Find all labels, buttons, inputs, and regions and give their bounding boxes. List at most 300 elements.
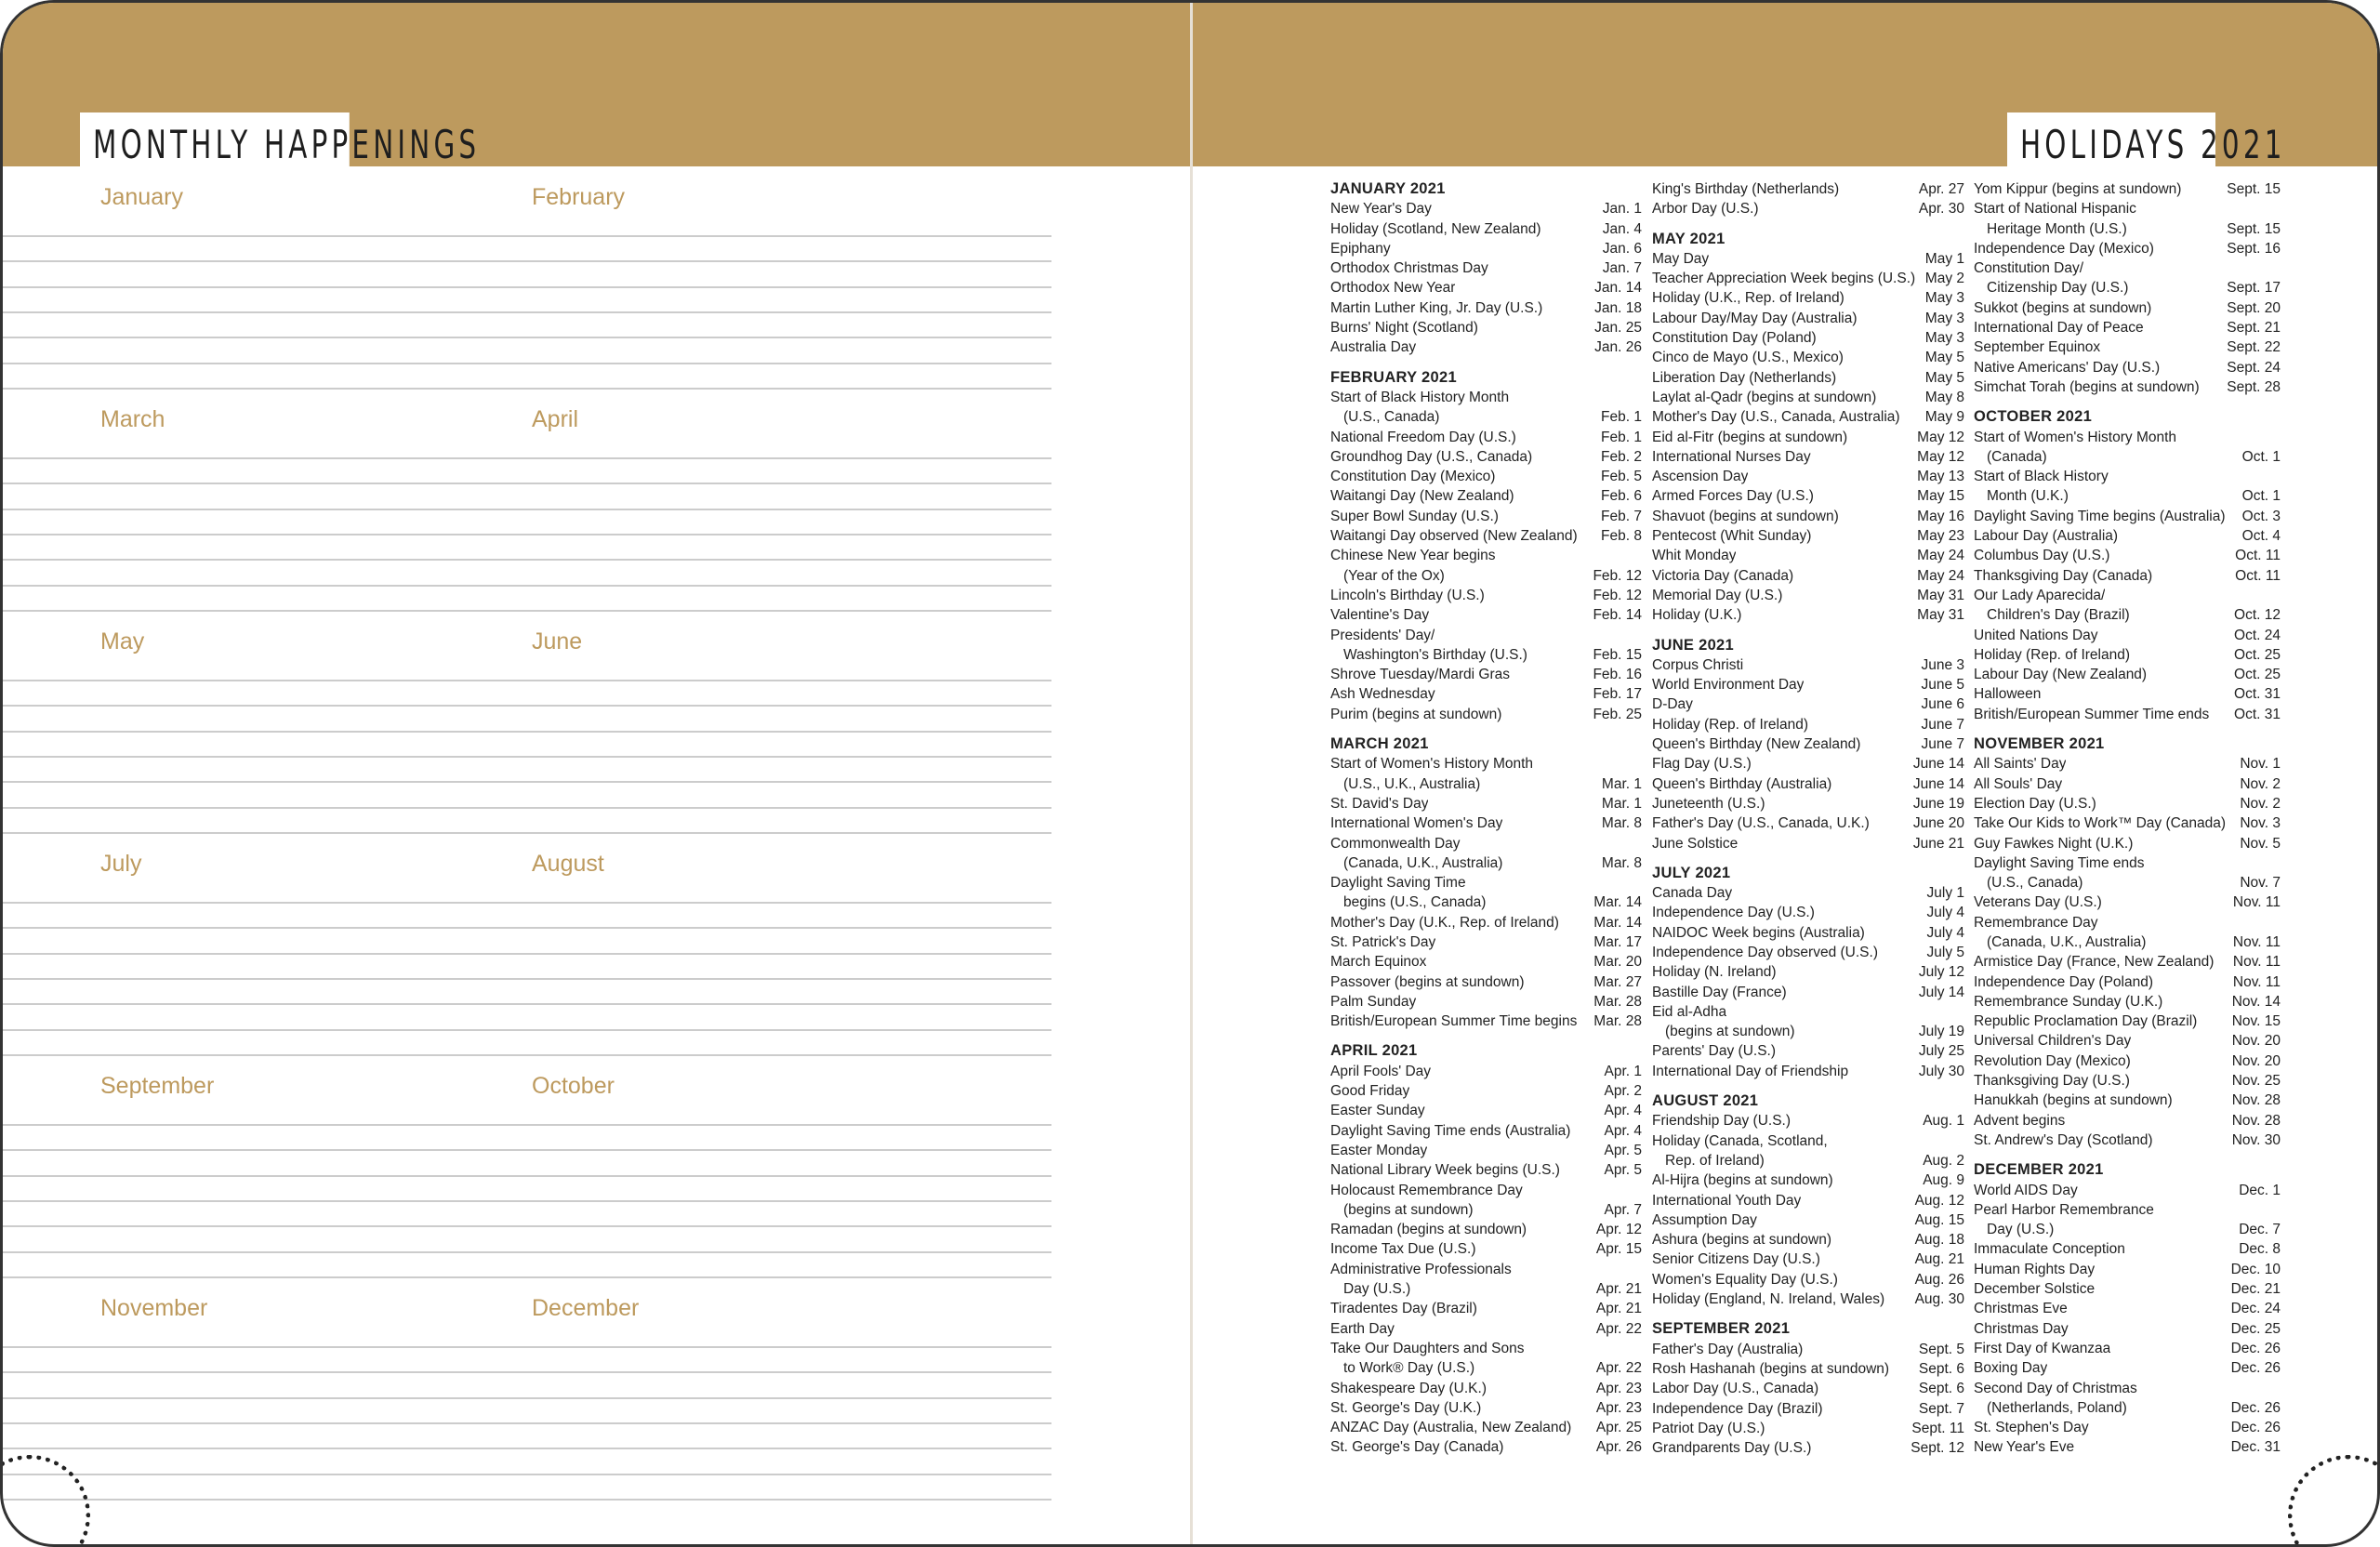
- holiday-entry: [1330, 1437, 1642, 1457]
- holiday-name: National Freedom Day (U.S.): [1330, 429, 1516, 445]
- holiday-entry: [1974, 605, 2281, 625]
- holiday-date: [2277, 853, 2281, 873]
- holiday-date: Sept. 6: [1918, 1360, 1964, 1377]
- holiday-date: Apr. 5: [1604, 1142, 1642, 1158]
- writing-line: [3, 1200, 1051, 1202]
- holiday-name: Tiradentes Day (Brazil): [1330, 1301, 1477, 1317]
- holiday-entry: [1974, 1220, 2281, 1239]
- holiday-date: Oct. 12: [2234, 607, 2281, 624]
- holiday-entry: [1652, 1438, 1964, 1458]
- holiday-date: Sept. 20: [2227, 299, 2281, 316]
- month-label: January: [100, 184, 183, 210]
- holiday-name: King's Birthday (Netherlands): [1652, 181, 1840, 197]
- writing-line: [3, 1397, 1051, 1399]
- holiday-date: May 12: [1917, 448, 1964, 465]
- holiday-name: Heritage Month (U.S.): [1987, 220, 2127, 237]
- holiday-date: May 3: [1924, 310, 1964, 326]
- holiday-name: Ramadan (begins at sundown): [1330, 1222, 1527, 1238]
- holiday-date: June 7: [1921, 736, 1964, 753]
- holiday-entry: [1330, 388, 1642, 407]
- holiday-date: Sept. 12: [1911, 1440, 1964, 1457]
- holiday-entry: [1330, 1121, 1642, 1141]
- holiday-entry: [1974, 834, 2281, 853]
- holiday-date: [2277, 586, 2281, 605]
- holiday-date: Dec. 26: [2230, 1360, 2281, 1377]
- holiday-entry: [1652, 715, 1964, 734]
- holiday-date: Nov. 20: [2231, 1052, 2281, 1069]
- writing-line: [3, 953, 1051, 955]
- page-spine: [1190, 3, 1193, 1547]
- holiday-date: July 4: [1926, 924, 1964, 941]
- holiday-entry: [1974, 645, 2281, 665]
- holiday-date: Sept. 6: [1918, 1381, 1964, 1397]
- holiday-entry: [1330, 952, 1642, 972]
- holiday-entry: [1974, 774, 2281, 794]
- holiday-date: Apr. 21: [1595, 1281, 1642, 1298]
- holiday-entry: [1974, 1398, 2281, 1418]
- holiday-name: to Work® Day (U.S.): [1343, 1360, 1475, 1377]
- writing-line: [3, 610, 1051, 612]
- holiday-name: Cinco de Mayo (U.S., Mexico): [1652, 350, 1844, 366]
- holiday-date: [1638, 626, 1642, 645]
- holiday-name: (Netherlands, Poland): [1987, 1399, 2127, 1416]
- holiday-entry: [1652, 269, 1964, 288]
- holiday-entry: [1652, 903, 1964, 922]
- holiday-entry: [1974, 705, 2281, 724]
- holiday-entry: [1652, 1191, 1964, 1210]
- holiday-date: Sept. 24: [2227, 359, 2281, 376]
- holiday-entry: [1974, 1358, 2281, 1378]
- holiday-entry: [1652, 1131, 1964, 1151]
- writing-line: [3, 1029, 1051, 1031]
- holiday-entry: [1330, 972, 1642, 992]
- writing-line: [3, 260, 1051, 262]
- holiday-date: Dec. 31: [2230, 1439, 2281, 1456]
- holiday-name: Washington's Birthday (U.S.): [1343, 646, 1527, 663]
- holidays-title: HOLIDAYS 2021: [2020, 122, 2286, 167]
- holiday-date: Jan. 6: [1602, 240, 1642, 257]
- holiday-name: Queen's Birthday (Australia): [1652, 775, 1832, 792]
- writing-line: [3, 457, 1051, 459]
- holiday-name: (U.S., U.K., Australia): [1343, 775, 1481, 792]
- writing-line: [3, 927, 1051, 929]
- holiday-name: Lincoln's Birthday (U.S.): [1330, 587, 1485, 603]
- holiday-entry: [1974, 447, 2281, 467]
- holiday-date: July 14: [1918, 984, 1964, 1000]
- holiday-entry: [1652, 388, 1964, 407]
- holiday-name: (begins at sundown): [1343, 1201, 1474, 1218]
- holiday-name: International Youth Day: [1652, 1192, 1802, 1209]
- holiday-name: International Women's Day: [1330, 815, 1503, 832]
- holiday-date: Mar. 1: [1601, 775, 1642, 792]
- holiday-entry: [1330, 1012, 1642, 1031]
- holiday-name: Second Day of Christmas: [1974, 1380, 2137, 1396]
- holiday-date: Nov. 28: [2231, 1112, 2281, 1129]
- holiday-entry: [1330, 278, 1642, 298]
- month-label: February: [532, 184, 626, 210]
- holiday-name: Pentecost (Whit Sunday): [1652, 528, 1812, 545]
- holiday-entry: [1652, 486, 1964, 506]
- holiday-date: Mar. 8: [1601, 854, 1642, 871]
- holiday-entry: [1974, 486, 2281, 506]
- holiday-name: New Year's Eve: [1974, 1439, 2075, 1456]
- holiday-name: Mother's Day (U.S., Canada, Australia): [1652, 409, 1900, 426]
- holiday-entry: [1974, 1299, 2281, 1318]
- holiday-date: Apr. 5: [1604, 1162, 1642, 1179]
- holiday-name: Simchat Torah (begins at sundown): [1974, 378, 2200, 395]
- holiday-name: St. Andrew's Day (Scotland): [1974, 1131, 2153, 1148]
- holiday-date: June 19: [1912, 795, 1964, 812]
- writing-line: [3, 509, 1051, 510]
- holiday-date: Mar. 8: [1601, 815, 1642, 832]
- holiday-date: Apr. 27: [1918, 181, 1964, 197]
- holiday-date: Dec. 21: [2230, 1281, 2281, 1298]
- writing-line: [3, 705, 1051, 707]
- holiday-name: Valentine's Day: [1330, 607, 1430, 624]
- month-label: December: [532, 1295, 640, 1321]
- holiday-entry: [1652, 1270, 1964, 1289]
- holiday-name: Boxing Day: [1974, 1360, 2048, 1377]
- holiday-date: May 1: [1924, 250, 1964, 267]
- writing-line: [3, 534, 1051, 536]
- holiday-date: Mar. 14: [1593, 894, 1642, 911]
- holiday-date: Jan. 4: [1602, 220, 1642, 237]
- holiday-entry: [1974, 665, 2281, 684]
- holiday-name: Our Lady Aparecida/: [1974, 587, 2106, 603]
- month-section-heading: FEBRUARY 2021: [1330, 368, 1457, 386]
- holiday-entry: [1974, 1031, 2281, 1051]
- holiday-name: Earth Day: [1330, 1320, 1395, 1337]
- month-label: August: [532, 851, 604, 877]
- holiday-name: Armed Forces Day (U.S.): [1652, 488, 1814, 505]
- holiday-entry: [1974, 1239, 2281, 1259]
- holiday-date: May 16: [1917, 508, 1964, 524]
- holiday-entry: [1652, 754, 1964, 774]
- holiday-name: Pearl Harbor Remembrance: [1974, 1201, 2154, 1218]
- holiday-entry: [1652, 348, 1964, 367]
- holiday-date: Nov. 11: [2232, 894, 2281, 911]
- holiday-entry: [1652, 675, 1964, 694]
- holiday-entry: [1974, 298, 2281, 318]
- writing-line: [3, 1054, 1051, 1056]
- holiday-date: July 12: [1918, 964, 1964, 981]
- holiday-date: Sept. 5: [1918, 1341, 1964, 1357]
- writing-line: [3, 286, 1051, 288]
- holiday-date: Apr. 25: [1595, 1420, 1642, 1436]
- holiday-name: Labour Day (Australia): [1974, 528, 2119, 545]
- writing-line: [3, 1371, 1051, 1373]
- holiday-date: Feb. 5: [1601, 469, 1642, 485]
- holiday-date: Apr. 4: [1604, 1103, 1642, 1119]
- holiday-entry: [1652, 655, 1964, 675]
- writing-line: [3, 731, 1051, 733]
- holiday-date: Mar. 20: [1593, 954, 1642, 971]
- writing-line: [3, 1003, 1051, 1005]
- holiday-name: June Solstice: [1652, 835, 1739, 852]
- holiday-date: Nov. 7: [2240, 875, 2281, 892]
- writing-line: [3, 832, 1051, 834]
- holiday-date: Mar. 14: [1593, 914, 1642, 931]
- holiday-entry: [1330, 219, 1642, 239]
- holiday-name: Columbus Day (U.S.): [1974, 548, 2110, 564]
- holiday-name: Independence Day (U.S.): [1652, 905, 1815, 921]
- holiday-entry: [1330, 486, 1642, 506]
- holiday-entry: [1974, 1437, 2281, 1457]
- holiday-entry: [1652, 983, 1964, 1002]
- holiday-name: Remembrance Sunday (U.K.): [1974, 993, 2163, 1010]
- holiday-date: Sept. 16: [2227, 240, 2281, 257]
- month-section-heading: SEPTEMBER 2021: [1652, 1320, 1791, 1338]
- holiday-entry: [1652, 1151, 1964, 1170]
- holiday-entry: [1974, 566, 2281, 586]
- holiday-name: NAIDOC Week begins (Australia): [1652, 924, 1865, 941]
- holiday-entry: [1330, 1398, 1642, 1418]
- holiday-date: June 21: [1912, 835, 1964, 852]
- holiday-date: June 14: [1912, 756, 1964, 773]
- holiday-entry: [1652, 813, 1964, 833]
- holiday-entry: [1330, 774, 1642, 794]
- holiday-entry: [1652, 249, 1964, 269]
- holiday-name: May Day: [1652, 250, 1710, 267]
- holiday-name: Senior Citizens Day (U.S.): [1652, 1251, 1820, 1268]
- holiday-date: [2277, 1200, 2281, 1220]
- holiday-date: Apr. 4: [1604, 1122, 1642, 1139]
- holiday-entry: [1330, 1200, 1642, 1220]
- holiday-date: June 5: [1921, 677, 1964, 694]
- holiday-date: May 12: [1917, 429, 1964, 445]
- holiday-name: United Nations Day: [1974, 627, 2098, 643]
- holiday-entry: [1330, 1260, 1642, 1279]
- holiday-entry: [1652, 1230, 1964, 1250]
- holiday-entry: [1652, 1062, 1964, 1081]
- holiday-name: Palm Sunday: [1330, 993, 1417, 1010]
- holiday-name: Halloween: [1974, 686, 2042, 703]
- writing-line: [3, 311, 1051, 313]
- holiday-name: Flag Day (U.S.): [1652, 756, 1752, 773]
- holiday-name: September Equinox: [1974, 339, 2101, 356]
- holiday-name: Father's Day (U.S., Canada, U.K.): [1652, 815, 1870, 832]
- writing-line: [3, 1346, 1051, 1348]
- holiday-name: Yom Kippur (begins at sundown): [1974, 181, 2182, 197]
- holiday-date: May 13: [1917, 469, 1964, 485]
- holiday-date: Dec. 7: [2239, 1222, 2281, 1238]
- holiday-date: Dec. 10: [2230, 1261, 2281, 1277]
- holiday-name: Constitution Day/: [1974, 260, 2084, 277]
- holiday-entry: [1974, 179, 2281, 199]
- holiday-date: Jan. 18: [1594, 299, 1642, 316]
- holiday-name: Commonwealth Day: [1330, 835, 1461, 852]
- month-label: June: [532, 628, 583, 654]
- holiday-name: Administrative Professionals: [1330, 1261, 1512, 1277]
- holiday-date: Nov. 5: [2240, 835, 2281, 852]
- holiday-entry: [1652, 566, 1964, 586]
- holiday-name: Burns' Night (Scotland): [1330, 320, 1478, 337]
- holiday-name: Laylat al-Qadr (begins at sundown): [1652, 389, 1877, 405]
- holiday-name: Waitangi Day observed (New Zealand): [1330, 528, 1578, 545]
- holiday-name: Mother's Day (U.K., Rep. of Ireland): [1330, 914, 1559, 931]
- holiday-date: Oct. 1: [2241, 488, 2281, 505]
- holiday-date: July 5: [1926, 944, 1964, 960]
- holiday-name: Universal Children's Day: [1974, 1033, 2132, 1050]
- holiday-date: Apr. 23: [1595, 1399, 1642, 1416]
- month-label: April: [532, 406, 579, 432]
- holiday-name: Parents' Day (U.S.): [1652, 1043, 1777, 1060]
- holiday-name: Independence Day observed (U.S.): [1652, 944, 1878, 960]
- holiday-name: Start of National Hispanic: [1974, 201, 2136, 218]
- holiday-entry: [1974, 1051, 2281, 1071]
- holiday-name: (U.S., Canada): [1987, 875, 2083, 892]
- holiday-entry: [1652, 1379, 1964, 1398]
- holiday-date: Oct. 31: [2234, 706, 2281, 722]
- holiday-date: June 7: [1921, 716, 1964, 733]
- holiday-date: Dec. 8: [2239, 1241, 2281, 1258]
- holiday-name: April Fools' Day: [1330, 1063, 1432, 1079]
- holiday-date: May 5: [1924, 350, 1964, 366]
- holiday-entry: [1652, 1399, 1964, 1419]
- month-section-heading: JUNE 2021: [1652, 636, 1735, 654]
- holiday-name: British/European Summer Time begins: [1330, 1013, 1578, 1030]
- holiday-entry: [1330, 1279, 1642, 1299]
- holiday-entry: [1974, 1200, 2281, 1220]
- holiday-name: Holiday (U.K.): [1652, 607, 1742, 624]
- holiday-name: St. Stephen's Day: [1974, 1420, 2089, 1436]
- holiday-date: Feb. 16: [1593, 667, 1642, 683]
- holiday-name: Canada Day: [1652, 885, 1733, 902]
- holiday-name: Immaculate Conception: [1974, 1241, 2125, 1258]
- holiday-name: Start of Women's History Month: [1974, 429, 2177, 445]
- holiday-entry: [1652, 1022, 1964, 1041]
- holiday-name: Labour Day (New Zealand): [1974, 667, 2148, 683]
- holiday-entry: [1974, 1181, 2281, 1200]
- holiday-entry: [1330, 913, 1642, 932]
- holiday-date: May 8: [1924, 389, 1964, 405]
- holiday-entry: [1974, 684, 2281, 704]
- holiday-entry: [1652, 546, 1964, 565]
- holiday-entry: [1652, 694, 1964, 714]
- holiday-date: Aug. 2: [1923, 1152, 1964, 1169]
- holiday-date: Apr. 22: [1595, 1320, 1642, 1337]
- holiday-name: (U.S., Canada): [1343, 409, 1440, 426]
- holiday-date: Oct. 1: [2241, 448, 2281, 465]
- holiday-name: Take Our Kids to Work™ Day (Canada): [1974, 815, 2227, 832]
- holiday-name: Victoria Day (Canada): [1652, 567, 1794, 584]
- holiday-entry: [1652, 943, 1964, 962]
- holiday-name: All Saints' Day: [1974, 756, 2067, 773]
- holiday-date: Aug. 15: [1914, 1211, 1964, 1228]
- holiday-name: December Solstice: [1974, 1281, 2096, 1298]
- holiday-entry: [1652, 309, 1964, 328]
- holiday-name: Purim (begins at sundown): [1330, 706, 1502, 722]
- holiday-name: Hanukkah (begins at sundown): [1974, 1092, 2173, 1109]
- holiday-entry: [1330, 1239, 1642, 1259]
- holiday-name: Daylight Saving Time ends (Australia): [1330, 1122, 1571, 1139]
- holiday-name: Christmas Day: [1974, 1320, 2069, 1337]
- holiday-name: Advent begins: [1974, 1112, 2066, 1129]
- holiday-name: March Equinox: [1330, 954, 1427, 971]
- holiday-name: Queen's Birthday (New Zealand): [1652, 736, 1861, 753]
- holiday-date: May 24: [1917, 548, 1964, 564]
- holiday-entry: [1974, 1130, 2281, 1150]
- holiday-entry: [1652, 447, 1964, 467]
- holiday-name: Labor Day (U.S., Canada): [1652, 1381, 1819, 1397]
- holiday-name: Ashura (begins at sundown): [1652, 1232, 1832, 1249]
- holiday-name: Memorial Day (U.S.): [1652, 587, 1783, 603]
- holiday-date: Apr. 21: [1595, 1301, 1642, 1317]
- holiday-name: Sukkot (begins at sundown): [1974, 299, 2152, 316]
- holiday-entry: [1974, 1071, 2281, 1091]
- holiday-entry: [1330, 873, 1642, 892]
- holiday-date: Aug. 30: [1914, 1291, 1964, 1308]
- holiday-date: Aug. 26: [1914, 1271, 1964, 1288]
- holiday-date: [1638, 388, 1642, 407]
- holiday-date: May 23: [1917, 528, 1964, 545]
- holiday-name: Corpus Christi: [1652, 656, 1744, 673]
- holiday-entry: [1652, 883, 1964, 903]
- holiday-entry: [1330, 1299, 1642, 1318]
- holiday-entry: [1974, 913, 2281, 932]
- holiday-date: Oct. 11: [2235, 567, 2281, 584]
- writing-line: [3, 781, 1051, 783]
- holiday-date: [1638, 1339, 1642, 1358]
- writing-line: [3, 978, 1051, 980]
- holiday-date: Sept. 11: [1911, 1420, 1964, 1436]
- holiday-name: World AIDS Day: [1974, 1182, 2078, 1198]
- holiday-name: British/European Summer Time ends: [1974, 706, 2210, 722]
- holiday-name: Thanksgiving Day (U.S.): [1974, 1073, 2130, 1090]
- holiday-entry: [1330, 892, 1642, 912]
- holiday-name: Labour Day/May Day (Australia): [1652, 310, 1858, 326]
- holiday-name: Rep. of Ireland): [1665, 1152, 1765, 1169]
- holiday-entry: [1652, 1002, 1964, 1022]
- holiday-date: May 5: [1924, 369, 1964, 386]
- holiday-entry: [1974, 337, 2281, 357]
- holiday-entry: [1974, 794, 2281, 813]
- holiday-date: Nov. 1: [2240, 756, 2281, 773]
- holiday-entry: [1330, 1081, 1642, 1101]
- holiday-name: Children's Day (Brazil): [1987, 607, 2130, 624]
- holiday-date: Apr. 26: [1595, 1439, 1642, 1456]
- holiday-date: Apr. 30: [1918, 201, 1964, 218]
- holiday-name: Presidents' Day/: [1330, 627, 1435, 643]
- writing-line: [3, 559, 1051, 561]
- writing-line: [3, 337, 1051, 338]
- holiday-entry: [1974, 526, 2281, 546]
- holiday-name: Chinese New Year begins: [1330, 548, 1496, 564]
- holiday-name: Independence Day (Poland): [1974, 973, 2154, 990]
- holiday-date: Feb. 12: [1593, 567, 1642, 584]
- holiday-name: Holocaust Remembrance Day: [1330, 1182, 1523, 1198]
- holiday-date: Feb. 15: [1593, 646, 1642, 663]
- holiday-date: May 9: [1924, 409, 1964, 426]
- holiday-date: May 15: [1917, 488, 1964, 505]
- holiday-name: Constitution Day (Mexico): [1330, 469, 1496, 485]
- holiday-entry: [1974, 586, 2281, 605]
- holiday-entry: [1652, 794, 1964, 813]
- holiday-name: Holiday (Rep. of Ireland): [1974, 646, 2130, 663]
- holiday-date: Feb. 8: [1601, 528, 1642, 545]
- holiday-entry: [1652, 734, 1964, 754]
- holiday-entry: [1974, 377, 2281, 397]
- holiday-entry: [1974, 219, 2281, 239]
- holiday-entry: [1974, 199, 2281, 218]
- holiday-name: Teacher Appreciation Week begins (U.S.): [1652, 271, 1916, 287]
- holiday-entry: [1330, 705, 1642, 724]
- writing-line: [3, 483, 1051, 484]
- holiday-date: May 3: [1924, 290, 1964, 307]
- holiday-name: Groundhog Day (U.S., Canada): [1330, 448, 1533, 465]
- holiday-entry: [1330, 447, 1642, 467]
- holiday-name: Grandparents Day (U.S.): [1652, 1440, 1812, 1457]
